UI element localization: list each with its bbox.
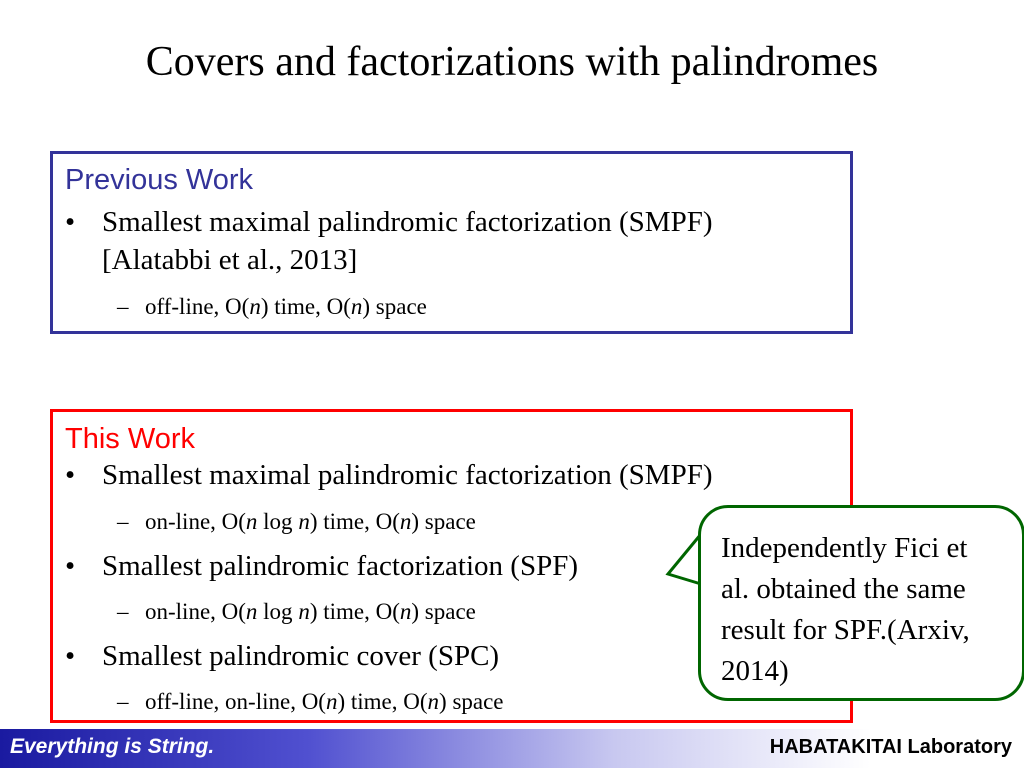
sub-text: off-line, O(n) time, O(n) space bbox=[145, 294, 427, 319]
callout-bubble bbox=[698, 505, 1024, 701]
bullet-text-line2: [Alatabbi et al., 2013] bbox=[102, 244, 358, 276]
callout-text: Independently Fici et al. obtained the same result for SPF.(Arxiv, 2014) bbox=[721, 532, 970, 687]
sub-text: on-line, O(n log n) time, O(n) space bbox=[145, 599, 476, 624]
sub-marker: – bbox=[117, 599, 129, 624]
sub-text: on-line, O(n log n) time, O(n) space bbox=[145, 509, 476, 534]
bullet-marker: • bbox=[65, 550, 76, 582]
this-work-heading: This Work bbox=[65, 423, 195, 455]
footer-lab-name: HABATAKITAI Laboratory bbox=[769, 736, 1012, 758]
bullet-text-line1: Smallest maximal palindromic factorization (SMPF) bbox=[102, 206, 713, 238]
bullet-marker: • bbox=[65, 640, 76, 672]
footer-bar bbox=[0, 729, 1024, 768]
bullet-text: Smallest maximal palindromic factorization (SMPF) bbox=[102, 459, 713, 491]
bullet-text: Smallest palindromic cover (SPC) bbox=[102, 640, 500, 672]
sub-marker: – bbox=[117, 509, 129, 534]
bullet-marker: • bbox=[65, 206, 76, 238]
previous-work-heading: Previous Work bbox=[65, 164, 254, 196]
footer-tagline: Everything is String. bbox=[10, 735, 215, 758]
previous-work-box bbox=[50, 151, 853, 334]
sub-marker: – bbox=[117, 689, 129, 714]
sub-marker: – bbox=[117, 294, 129, 319]
bullet-text: Smallest palindromic factorization (SPF) bbox=[102, 550, 578, 582]
bullet-marker: • bbox=[65, 459, 76, 491]
sub-text: off-line, on-line, O(n) time, O(n) space bbox=[145, 689, 504, 714]
slide-title: Covers and factorizations with palindromes bbox=[145, 39, 879, 85]
